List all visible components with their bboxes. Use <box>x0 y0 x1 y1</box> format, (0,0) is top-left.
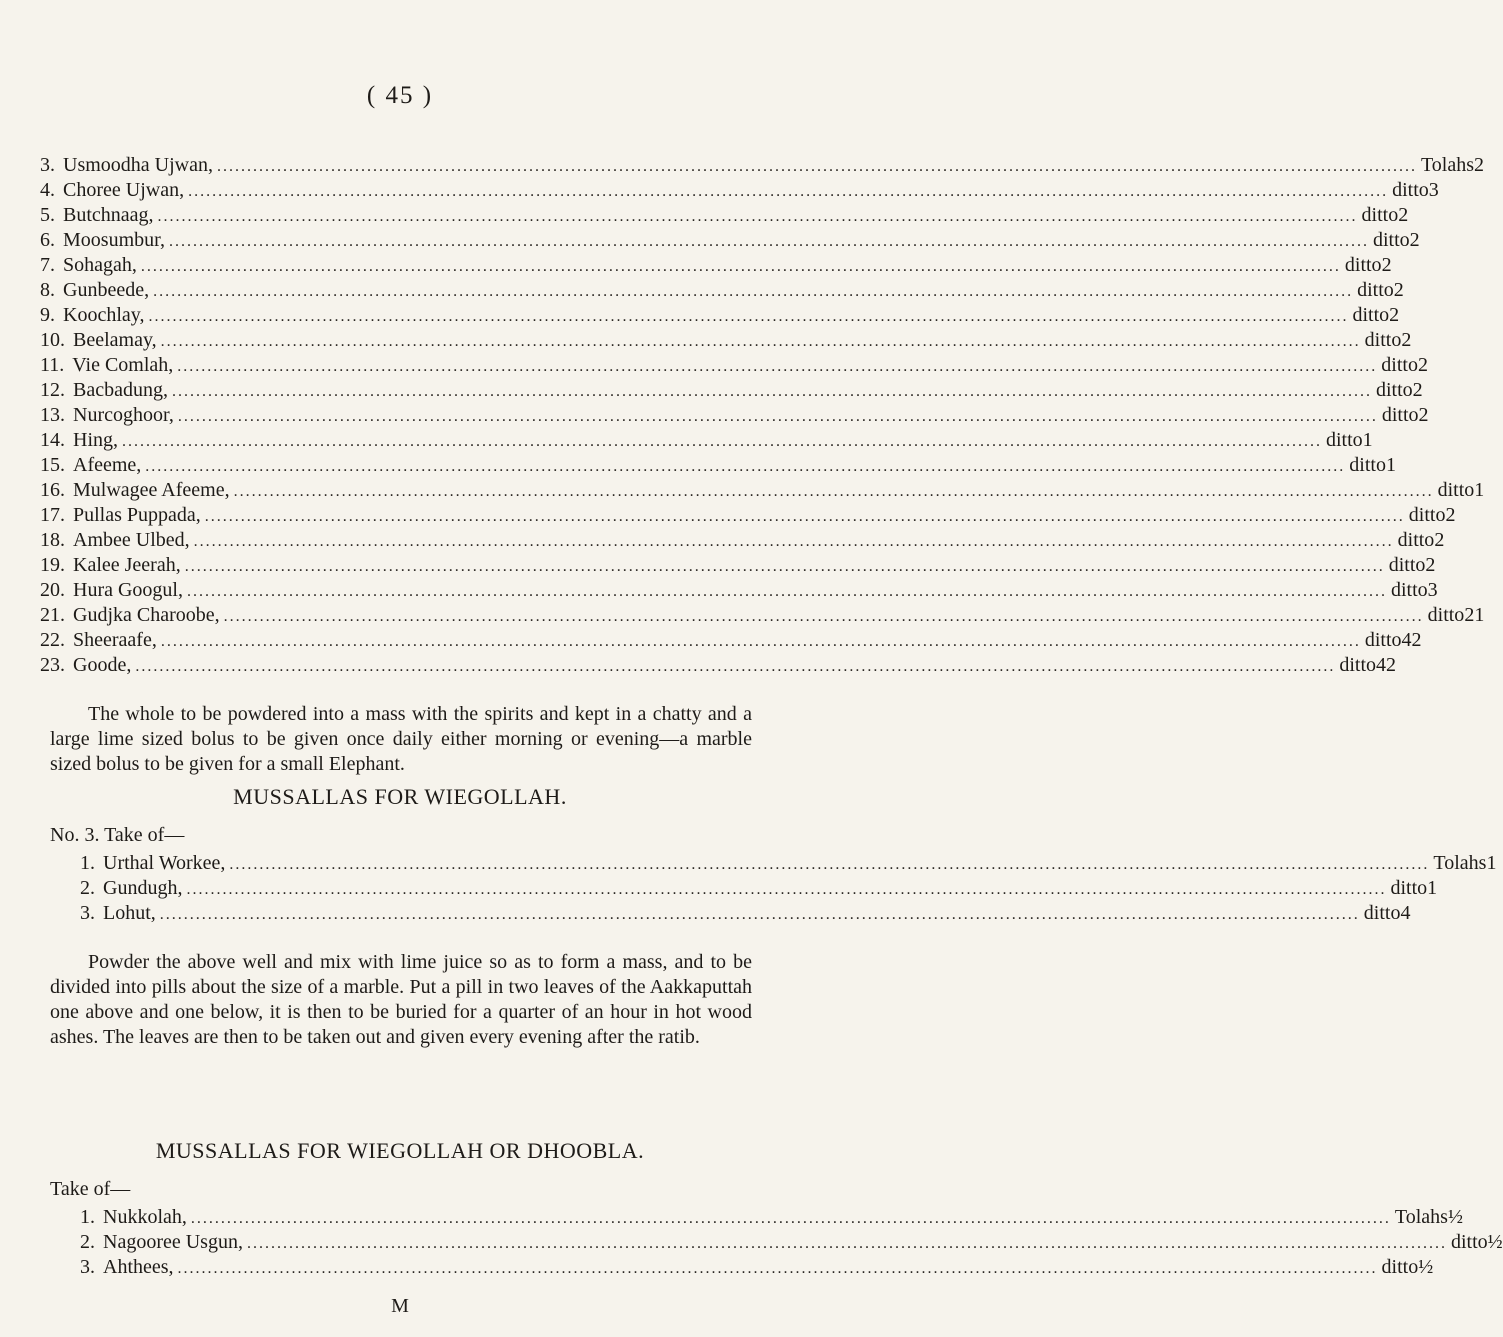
item-unit: ditto <box>1392 179 1429 201</box>
list-item <box>40 279 1404 305</box>
item-name: Gudjka Charoobe, <box>73 604 220 626</box>
item-quantity: 2 <box>1401 329 1412 351</box>
item-number: 13. <box>40 404 65 426</box>
item-quantity: ½ <box>1487 1231 1503 1253</box>
item-quantity: 2 <box>1418 404 1429 426</box>
list-item <box>40 479 1485 505</box>
item-unit: ditto <box>1375 379 1413 401</box>
list-item <box>40 654 1396 680</box>
item-name: Nagooree Usgun, <box>103 1231 243 1253</box>
item-unit: ditto <box>1364 329 1402 351</box>
item-name: Lohut, <box>103 902 156 924</box>
item-unit: ditto <box>1372 229 1410 251</box>
item-quantity: 2 <box>1409 229 1420 251</box>
dot-leader: ........................................................................................................................................................................................................ <box>160 633 1361 650</box>
item-quantity: 2 <box>1389 304 1400 326</box>
item-quantity: 2 <box>1398 204 1409 226</box>
item-unit: ditto <box>1352 304 1390 326</box>
dot-leader: ........................................................................................................................................................................................................ <box>157 208 1358 225</box>
item-name: Sohagah, <box>63 254 137 276</box>
list-item <box>40 379 1423 405</box>
list-item <box>40 304 1400 330</box>
item-number: 11. <box>40 354 65 376</box>
list-item <box>40 529 1445 555</box>
item-number: 6. <box>40 229 55 251</box>
item-quantity: 42 <box>1376 654 1396 676</box>
item-quantity: ½ <box>1447 1206 1463 1228</box>
item-number: 1. <box>80 852 95 874</box>
item-name: Kalee Jeerah, <box>73 554 181 576</box>
dot-leader: ........................................................................................................................................................................................................ <box>190 1210 1391 1227</box>
dot-leader: ........................................................................................................................................................................................................ <box>160 333 1361 350</box>
dot-leader: ........................................................................................................................................................................................................ <box>216 158 1417 175</box>
instructions-paragraph-1: The whole to be powdered into a mass with the spirits and kept in a chatty and a large lime sized bolus to be given once daily either morning or evening—a marble sized bolus to be given for a small Elephant. <box>50 703 752 775</box>
item-number: 21. <box>40 604 65 626</box>
item-quantity: 2 <box>1474 154 1485 176</box>
list-item <box>40 354 1428 380</box>
list-item <box>80 877 1438 903</box>
item-quantity: 2 <box>1417 354 1428 376</box>
item-unit: ditto <box>1437 479 1475 501</box>
subheading-take-of-2: Take of— <box>50 1178 131 1200</box>
item-number: 14. <box>40 429 65 451</box>
dot-leader: ........................................................................................................................................................................................................ <box>145 458 1346 475</box>
item-number: 3. <box>80 1256 95 1278</box>
item-number: 10. <box>40 329 65 351</box>
item-number: 18. <box>40 529 65 551</box>
dot-leader: ........................................................................................................................................................................................................ <box>159 906 1360 923</box>
item-name: Sheeraafe, <box>73 629 157 651</box>
item-name: Choree Ujwan, <box>63 179 185 201</box>
item-name: Afeeme, <box>73 454 142 476</box>
dot-leader: ........................................................................................................................................................................................................ <box>229 856 1430 873</box>
item-unit: ditto <box>1326 429 1363 451</box>
item-name: Ambee Ulbed, <box>73 529 190 551</box>
dot-leader: ........................................................................................................................................................................................................ <box>177 1260 1378 1277</box>
dot-leader: ........................................................................................................................................................................................................ <box>188 183 1389 200</box>
item-unit: ditto <box>1364 629 1402 651</box>
list-item <box>80 1231 1503 1257</box>
dot-leader: ........................................................................................................................................................................................................ <box>171 383 1372 400</box>
item-unit: ditto <box>1388 554 1426 576</box>
item-unit: ditto <box>1408 504 1446 526</box>
dot-leader: ........................................................................................................................................................................................................ <box>193 533 1394 550</box>
list-item <box>40 429 1373 455</box>
item-number: 2. <box>80 877 95 899</box>
list-item <box>40 454 1396 480</box>
item-name: Urthal Workee, <box>103 852 226 874</box>
item-number: 19. <box>40 554 65 576</box>
dot-leader: ........................................................................................................................................................................................................ <box>140 258 1341 275</box>
item-name: Gunbeede, <box>63 279 150 301</box>
item-unit: Tolahs <box>1433 852 1487 874</box>
dot-leader: ........................................................................................................................................................................................................ <box>223 608 1424 625</box>
list-item <box>40 579 1438 605</box>
item-name: Bacbadung, <box>73 379 168 401</box>
list-item <box>40 604 1485 630</box>
item-number: 1. <box>80 1206 95 1228</box>
list-item <box>40 229 1420 255</box>
item-quantity: 1 <box>1427 877 1438 899</box>
subheading-take-of-1: No. 3. Take of— <box>50 824 185 846</box>
list-item <box>80 902 1411 928</box>
item-quantity: 21 <box>1464 604 1485 626</box>
item-unit: Tolahs <box>1420 154 1475 176</box>
item-number: 3. <box>80 902 95 924</box>
list-item <box>40 504 1456 530</box>
item-quantity: 3 <box>1428 179 1439 201</box>
item-quantity: 2 <box>1445 504 1456 526</box>
item-name: Nurcoghoor, <box>73 404 174 426</box>
item-name: Vie Comlah, <box>72 354 174 376</box>
item-unit: ditto <box>1381 404 1419 426</box>
item-name: Usmoodha Ujwan, <box>63 154 213 176</box>
item-quantity: ½ <box>1418 1256 1434 1278</box>
dot-leader: ........................................................................................................................................................................................................ <box>122 433 1322 450</box>
section-heading-2: MUSSALLAS FOR WIEGOLLAH OR DHOOBLA. <box>155 1138 645 1163</box>
list-item <box>40 179 1439 205</box>
item-quantity: 3 <box>1427 579 1438 601</box>
item-unit: ditto <box>1450 1231 1488 1253</box>
item-number: 22. <box>40 629 65 651</box>
dot-leader: ........................................................................................................................................................................................................ <box>233 483 1434 500</box>
item-quantity: 1 <box>1362 429 1373 451</box>
item-name: Butchnaag, <box>63 204 154 226</box>
item-unit: ditto <box>1361 204 1399 226</box>
dot-leader: ........................................................................................................................................................................................................ <box>153 283 1354 300</box>
list-item <box>40 254 1392 280</box>
item-number: 23. <box>40 654 65 676</box>
item-number: 5. <box>40 204 55 226</box>
dot-leader: ........................................................................................................................................................................................................ <box>148 308 1349 325</box>
dot-leader: ........................................................................................................................................................................................................ <box>186 583 1387 600</box>
item-quantity: 42 <box>1401 629 1422 651</box>
item-quantity: 2 <box>1412 379 1423 401</box>
item-name: Gundugh, <box>103 877 183 899</box>
dot-leader: ........................................................................................................................................................................................................ <box>186 881 1387 898</box>
list-item <box>80 852 1497 878</box>
dot-leader: ........................................................................................................................................................................................................ <box>184 558 1385 575</box>
list-item <box>40 404 1429 430</box>
item-quantity: 2 <box>1381 254 1392 276</box>
list-item <box>80 1256 1434 1282</box>
item-quantity: 1 <box>1486 852 1497 874</box>
page-number: ( 45 ) <box>366 82 434 109</box>
dot-leader: ........................................................................................................................................................................................................ <box>177 358 1378 375</box>
list-item <box>40 629 1422 655</box>
item-number: 4. <box>40 179 55 201</box>
list-item <box>40 329 1412 355</box>
item-quantity: 1 <box>1474 479 1485 501</box>
item-name: Moosumbur, <box>63 229 165 251</box>
dot-leader: ........................................................................................................................................................................................................ <box>168 233 1369 250</box>
item-unit: ditto <box>1349 454 1386 476</box>
item-number: 2. <box>80 1231 95 1253</box>
dot-leader: ........................................................................................................................................................................................................ <box>204 508 1405 525</box>
item-unit: ditto <box>1390 877 1428 899</box>
item-name: Pullas Puppada, <box>73 504 201 526</box>
dot-leader: ........................................................................................................................................................................................................ <box>177 408 1378 425</box>
item-name: Ahthees, <box>103 1256 174 1278</box>
item-unit: ditto <box>1357 279 1394 301</box>
item-name: Mulwagee Afeeme, <box>73 479 230 501</box>
item-number: 9. <box>40 304 55 326</box>
item-unit: ditto <box>1381 354 1418 376</box>
item-quantity: 2 <box>1393 279 1404 301</box>
item-name: Beelamay, <box>73 329 157 351</box>
item-quantity: 2 <box>1434 529 1445 551</box>
list-item <box>40 154 1485 180</box>
item-unit: ditto <box>1397 529 1435 551</box>
item-name: Nukkolah, <box>103 1206 187 1228</box>
item-quantity: 2 <box>1425 554 1436 576</box>
item-unit: ditto <box>1344 254 1382 276</box>
item-unit: ditto <box>1339 654 1376 676</box>
section-heading-1: MUSSALLAS FOR WIEGOLLAH. <box>233 784 567 809</box>
item-unit: ditto <box>1381 1256 1419 1278</box>
item-number: 16. <box>40 479 65 501</box>
instructions-paragraph-2: Powder the above well and mix with lime juice so as to form a mass, and to be divided into pills about the size of a marble. Put a pill in two leaves of the Aakkaputtah one above and one below, it is then to be buried for a quarter of an hour in hot wood ashes. The leaves are then to be taken out and given every evening after the ratib. <box>50 951 752 1048</box>
dot-leader: ........................................................................................................................................................................................................ <box>246 1235 1447 1252</box>
list-item <box>40 204 1409 230</box>
item-number: 12. <box>40 379 65 401</box>
item-quantity: 4 <box>1400 902 1411 924</box>
item-unit: ditto <box>1427 604 1465 626</box>
item-number: 15. <box>40 454 65 476</box>
item-quantity: 1 <box>1385 454 1396 476</box>
item-number: 7. <box>40 254 55 276</box>
item-name: Hing, <box>73 429 118 451</box>
item-unit: Tolahs <box>1394 1206 1448 1228</box>
signature-mark: M <box>391 1295 409 1317</box>
item-name: Hura Googul, <box>73 579 183 601</box>
dot-leader: ........................................................................................................................................................................................................ <box>135 658 1336 675</box>
item-number: 3. <box>40 154 55 176</box>
item-number: 17. <box>40 504 65 526</box>
item-number: 8. <box>40 279 55 301</box>
item-unit: ditto <box>1390 579 1428 601</box>
item-name: Goode, <box>73 654 132 676</box>
item-name: Koochlay, <box>63 304 145 326</box>
list-item <box>80 1206 1463 1232</box>
item-number: 20. <box>40 579 65 601</box>
item-unit: ditto <box>1363 902 1401 924</box>
list-item <box>40 554 1436 580</box>
